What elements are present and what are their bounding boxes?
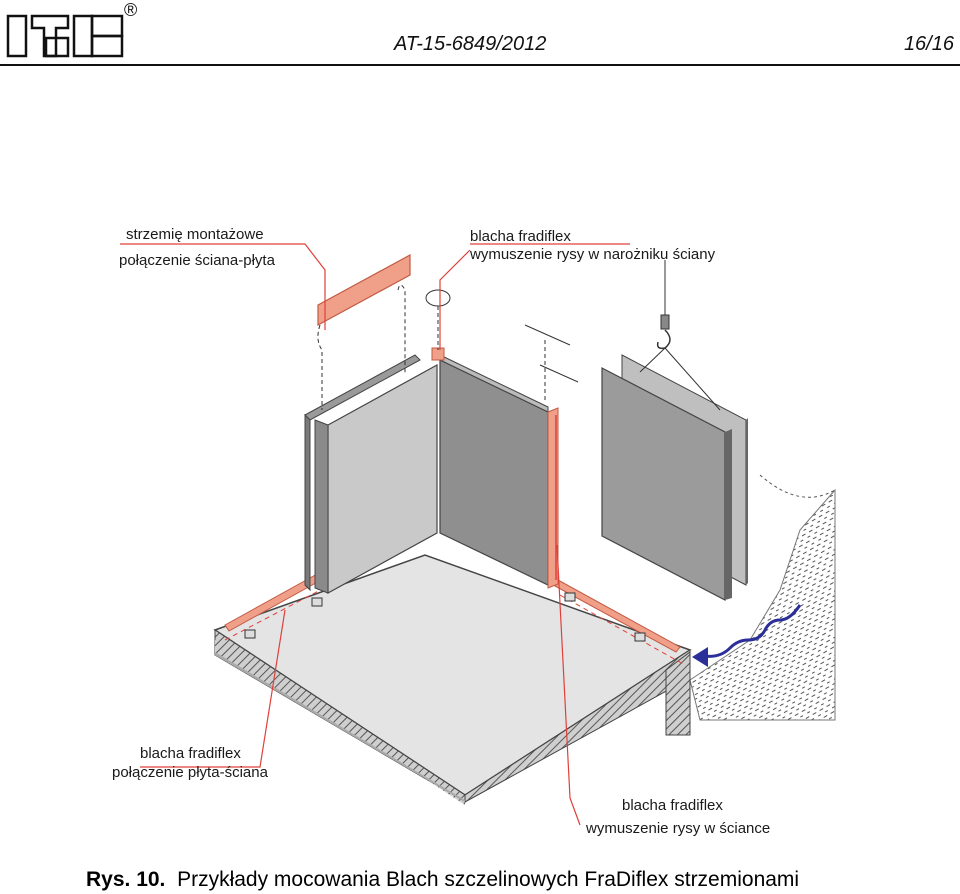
caption-text: Przykłady mocowania Blach szczelinowych FraDiflex strzemionami xyxy=(177,868,800,891)
label-fradiflex-left: blacha fradiflex xyxy=(140,745,241,762)
label-stirrup-1: strzemię montażowe xyxy=(126,226,264,243)
hanging-panel-front-edge xyxy=(725,429,732,600)
soil-boundary-line xyxy=(760,475,835,497)
label-corner-crack: wymuszenie rysy w narożniku ściany xyxy=(470,246,716,263)
header-rule xyxy=(0,64,960,66)
water-arrow-icon xyxy=(692,647,708,667)
label-fradiflex-right: blacha fradiflex xyxy=(622,797,723,814)
wall-left-front-edge xyxy=(315,420,328,593)
document-number: AT-15-6849/2012 xyxy=(394,33,547,55)
label-fradiflex-top: blacha fradiflex xyxy=(470,228,571,245)
crane-hook-icon xyxy=(658,330,670,348)
sling-left xyxy=(640,348,665,372)
support-block xyxy=(245,630,255,638)
figure-caption xyxy=(86,868,799,892)
hanging-panel-back-edge xyxy=(746,418,748,585)
support-block xyxy=(635,633,645,641)
label-slab-wall: połączenie płyta-ściana xyxy=(112,764,268,781)
registered-mark: ® xyxy=(124,0,138,20)
page-number: 16/16 xyxy=(903,33,954,55)
crane-hook-block xyxy=(661,315,669,329)
wall-right xyxy=(440,360,548,585)
support-block xyxy=(312,598,322,606)
hanger-dashed-1 xyxy=(318,325,322,410)
itb-logo-icon xyxy=(6,8,126,60)
wall-left-back xyxy=(305,415,310,590)
support-block xyxy=(565,593,575,601)
caption-number: Rys. 10. xyxy=(86,868,166,891)
mounting-stirrup xyxy=(318,255,410,325)
lifting-ring xyxy=(426,290,450,306)
page-header xyxy=(0,0,960,70)
dimension-marks xyxy=(525,325,578,400)
label-wall-crack: wymuszenie rysy w ściance xyxy=(586,820,771,837)
label-stirrup-2: połączenie ściana-płyta xyxy=(119,252,275,269)
